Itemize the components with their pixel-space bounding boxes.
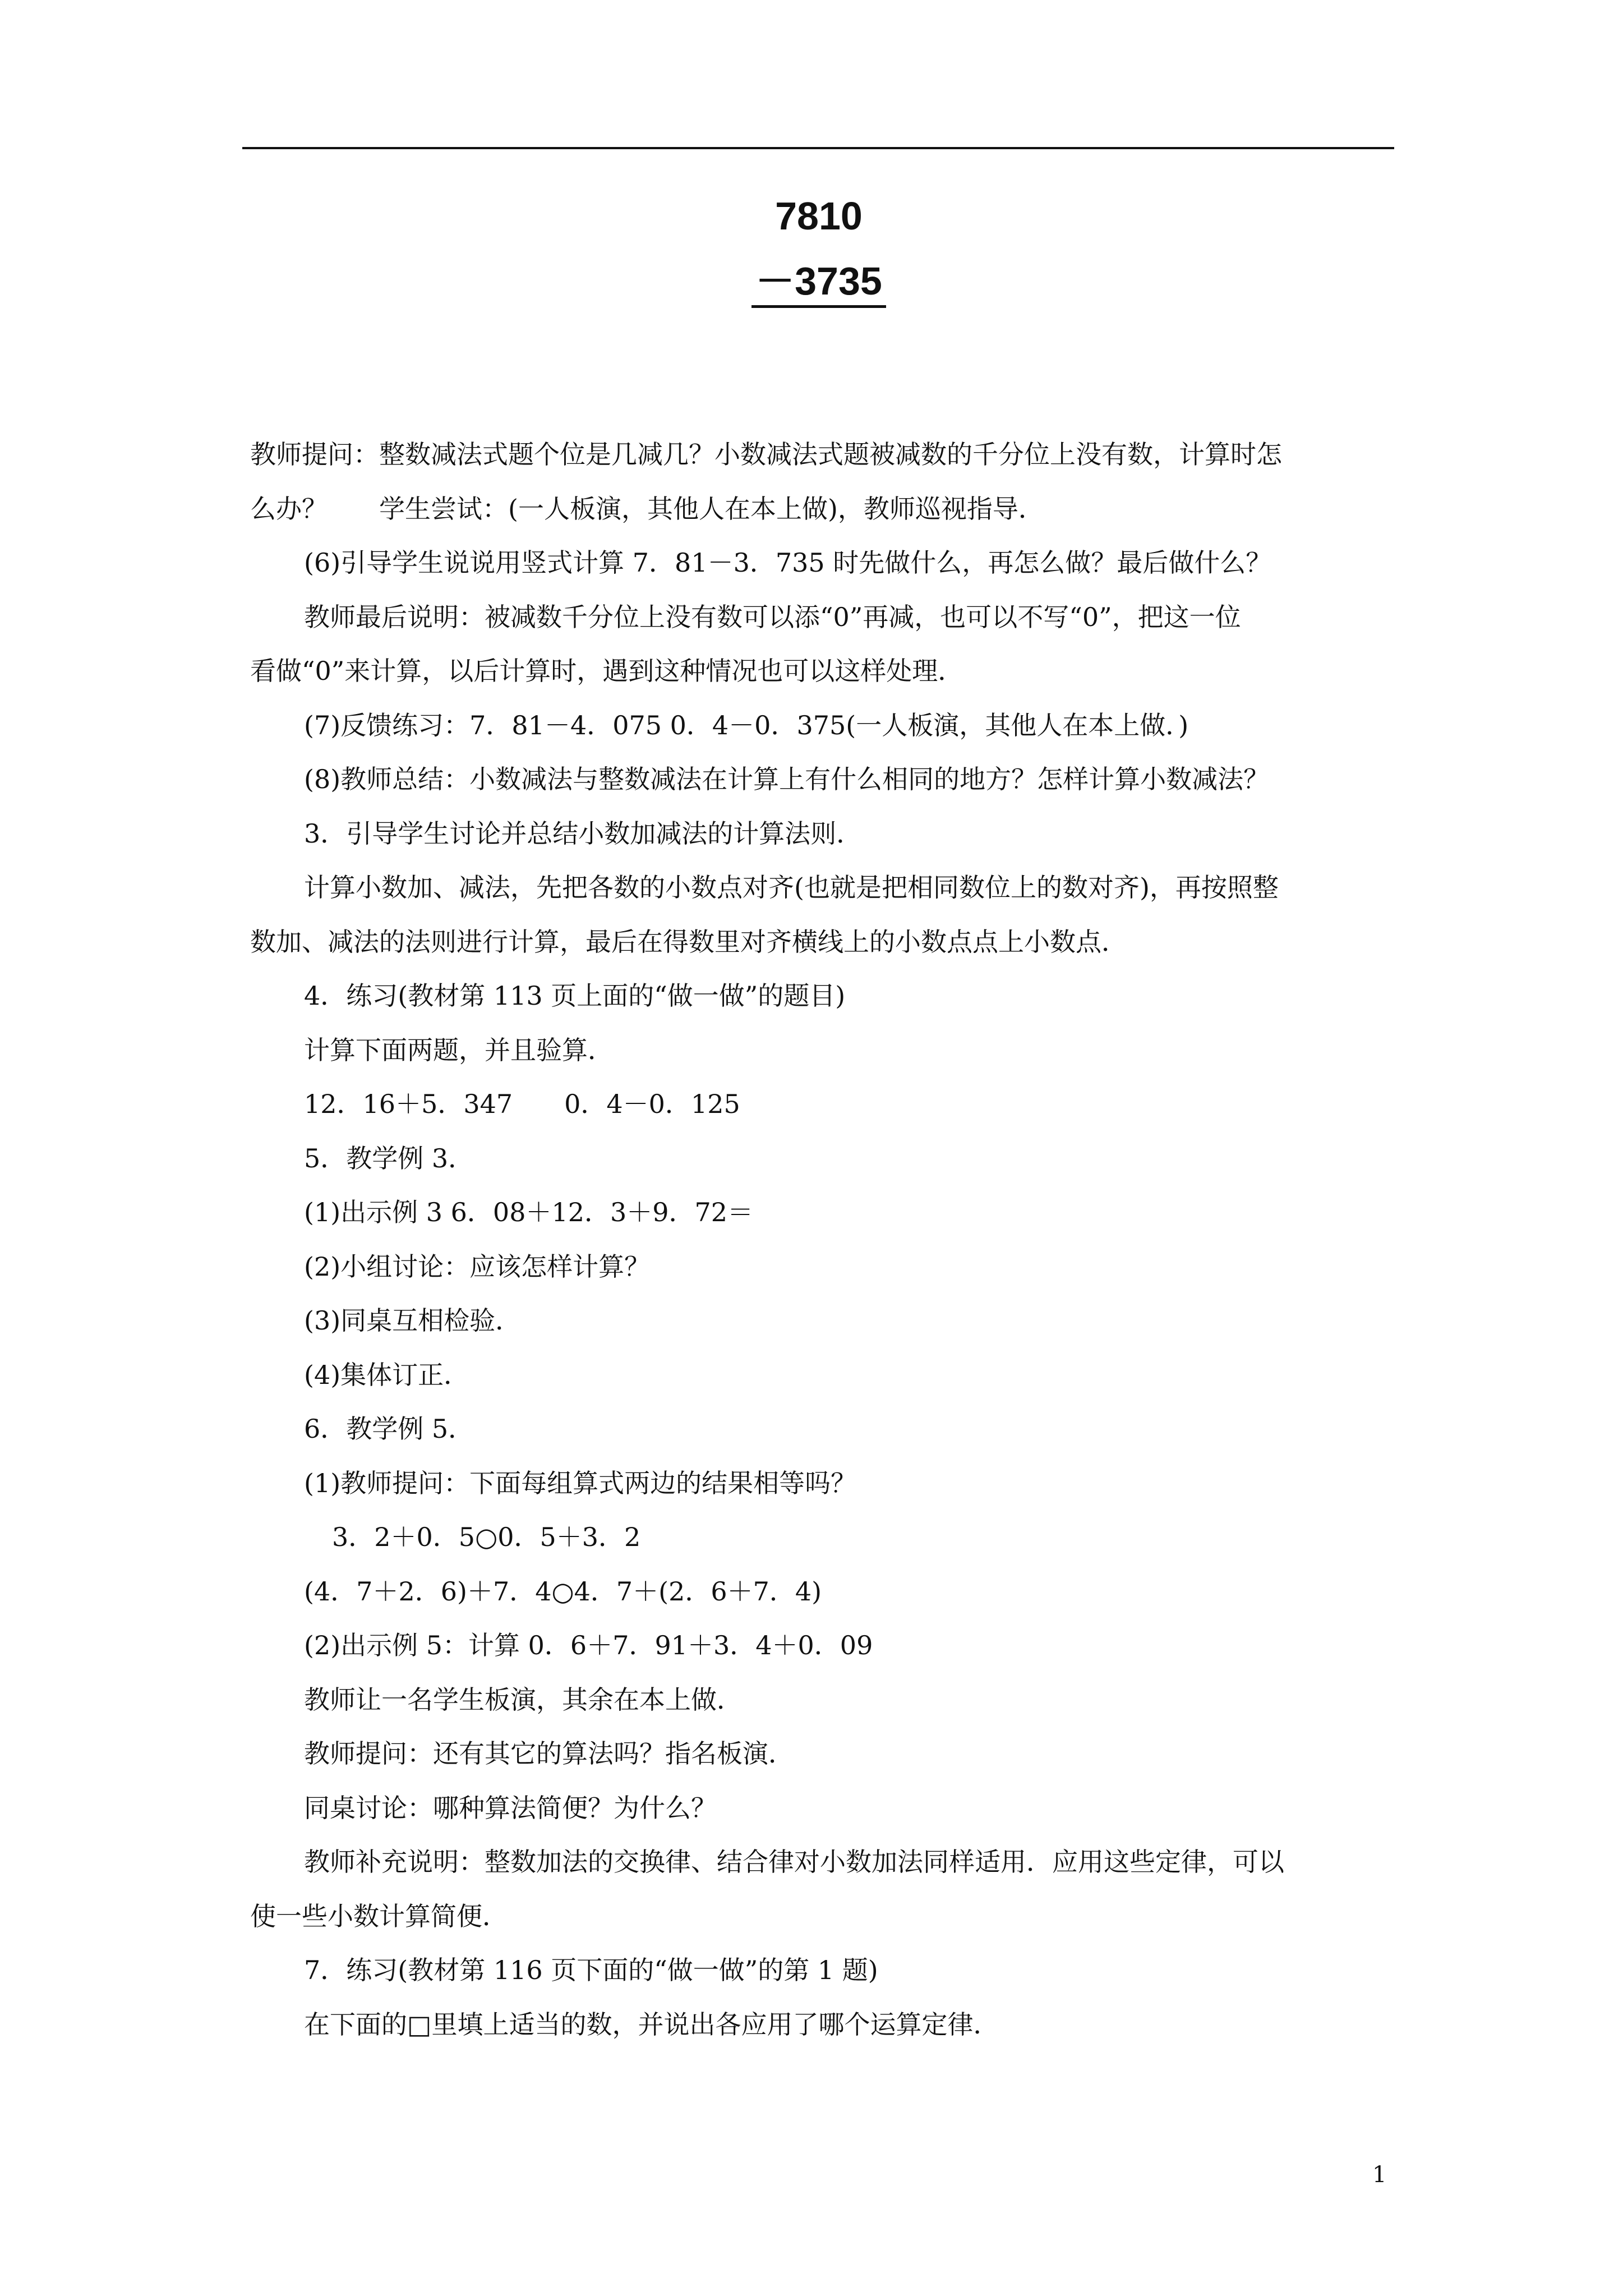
subtrahend: －3735 [751,261,886,308]
text-line: 同桌讨论：哪种算法简便？为什么？ [304,1792,717,1823]
text-line: (7)反馈练习：7．81－4．075 0．4－0．375(一人板演，其他人在本上做．) [304,710,1189,740]
minuend: 7810 [775,194,863,238]
text-line: 3．2＋0．5○0．5＋3．2 [332,1522,641,1552]
text-line: (4．7＋2．6)＋7．4○4．7＋(2．6＋7．4) [304,1576,822,1607]
text-line: (1)教师提问：下面每组算式两边的结果相等吗？ [304,1467,857,1498]
text-line: 教师补充说明：整数加法的交换律、结合律对小数加法同样适用．应用这些定律，可以 [304,1847,1284,1877]
text-line: 在下面的□里填上适当的数，并说出各应用了哪个运算定律． [304,2009,999,2040]
text-line: (8)教师总结：小数减法与整数减法在计算上有什么相同的地方？怎样计算小数减法？ [304,764,1270,794]
text-line: 3．引导学生讨论并总结小数加减法的计算法则． [304,818,863,849]
text-line: 使一些小数计算简便． [250,1901,508,1931]
text-line: 数加、减法的法则进行计算，最后在得数里对齐横线上的小数点点上小数点． [250,926,1127,957]
text-line: 计算小数加、减法，先把各数的小数点对齐(也就是把相同数位上的数对齐)，再按照整 [304,872,1279,903]
text-line: 教师最后说明：被减数千分位上没有数可以添“0”再减，也可以不写“0”，把这一位 [304,601,1241,632]
text-line: 么办？ 学生尝试：(一人板演，其他人在本上做)，教师巡视指导． [250,493,1044,524]
text-line: (3)同桌互相检验． [304,1305,522,1336]
text-line: 教师让一名学生板演，其余在本上做． [304,1684,743,1715]
text-line: (1)出示例 3 6．08＋12．3＋9．72＝ [304,1197,754,1227]
text-line: 5．教学例 3． [304,1143,474,1174]
lesson-text [250,427,1394,2051]
text-line: 教师提问：还有其它的算法吗？指名板演． [304,1738,794,1769]
text-line: 6．教学例 5． [304,1414,474,1444]
text-line: (2)小组讨论：应该怎样计算？ [304,1251,651,1282]
text-line: 4．练习(教材第 113 页上面的“做一做”的题目) [304,981,846,1011]
text-line: 计算下面两题，并且验算． [304,1034,614,1065]
page-number: 1 [1372,2162,1387,2188]
text-line: (6)引导学生说说用竖式计算 7．81－3．735 时先做什么，再怎么做？最后做什么？ [304,547,1272,578]
text-line: 教师提问：整数减法式题个位是几减几？小数减法式题被减数的千分位上没有数，计算时怎 [250,439,1282,470]
text-line: 12．16＋5．347 0．4－0．125 [304,1089,740,1119]
vertical-subtraction [751,196,886,308]
text-line: 看做“0”来计算，以后计算时，遇到这种情况也可以这样处理． [250,656,964,686]
text-line: (2)出示例 5：计算 0．6＋7．91＋3．4＋0．09 [304,1630,873,1660]
text-line: 7．练习(教材第 116 页下面的“做一做”的第 1 题) [304,1955,878,1985]
header-rule [242,147,1394,149]
text-line: (4)集体订正． [304,1359,470,1390]
